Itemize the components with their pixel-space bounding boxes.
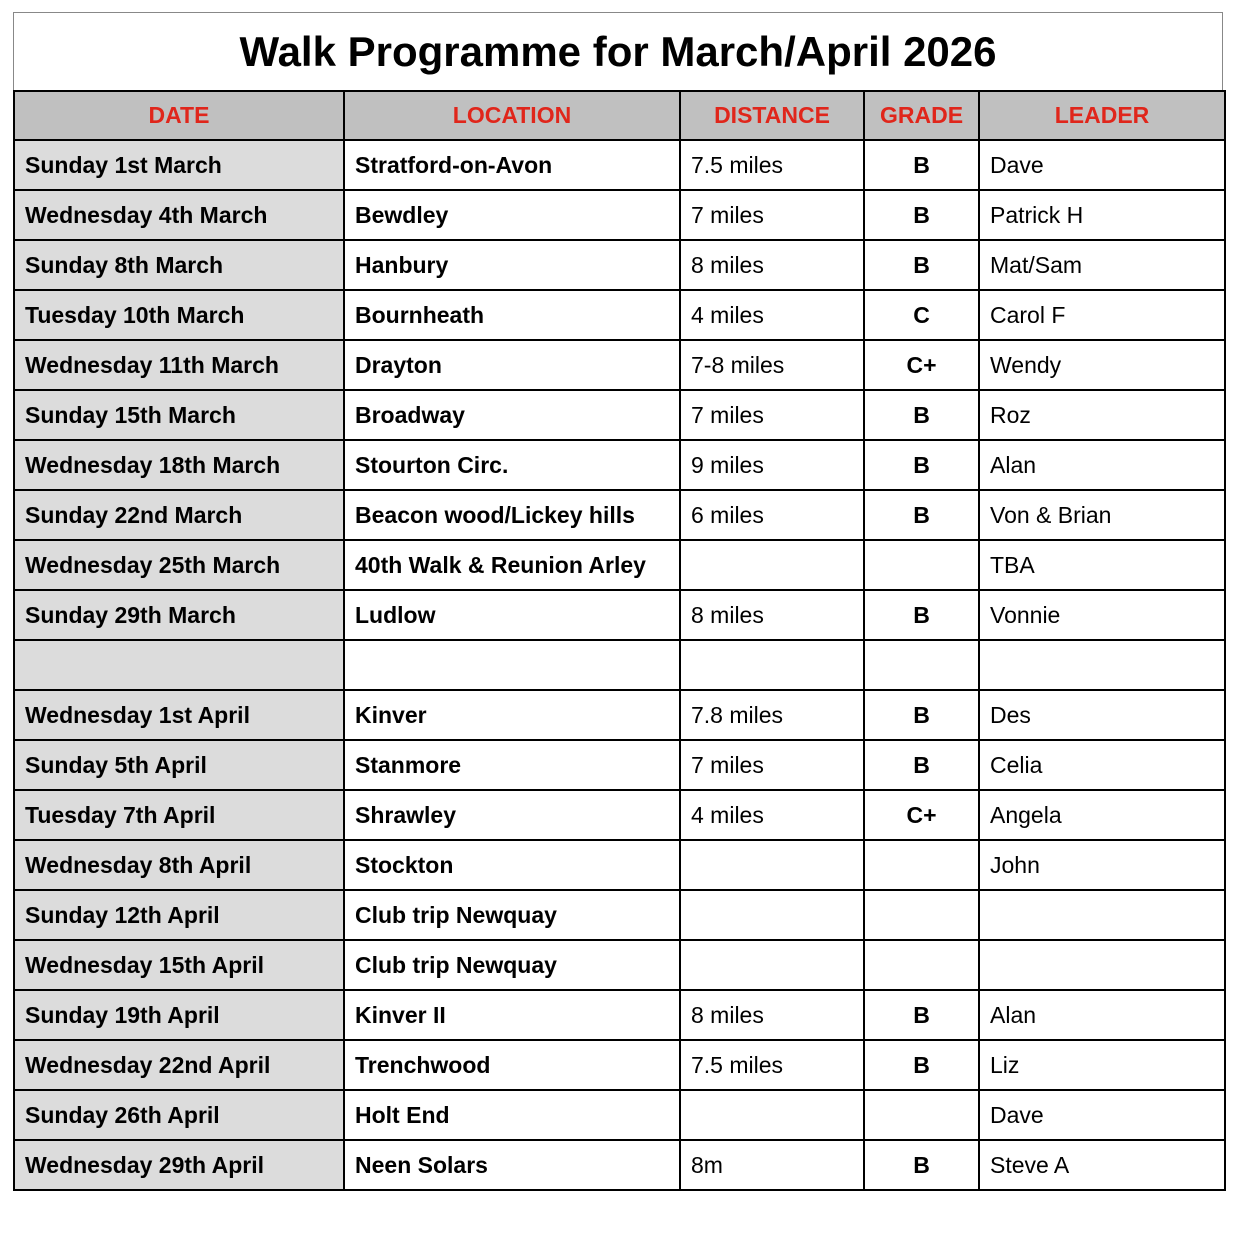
date-cell: Wednesday 15th April — [14, 940, 344, 990]
distance-cell: 8m — [680, 1140, 864, 1190]
header-grade: GRADE — [864, 91, 979, 140]
distance-cell — [680, 840, 864, 890]
leader-cell: Celia — [979, 740, 1225, 790]
location-cell: Stanmore — [344, 740, 680, 790]
leader-cell: Alan — [979, 990, 1225, 1040]
grade-cell: C+ — [864, 790, 979, 840]
table-row — [14, 490, 1225, 540]
location-cell: Kinver — [344, 690, 680, 740]
location-cell: Club trip Newquay — [344, 940, 680, 990]
date-cell: Sunday 15th March — [14, 390, 344, 440]
grade-cell: B — [864, 490, 979, 540]
location-cell: Hanbury — [344, 240, 680, 290]
date-cell: Sunday 29th March — [14, 590, 344, 640]
table-row — [14, 790, 1225, 840]
grade-cell: C+ — [864, 340, 979, 390]
distance-cell — [680, 640, 864, 690]
date-cell: Wednesday 8th April — [14, 840, 344, 890]
location-cell — [344, 640, 680, 690]
leader-cell — [979, 640, 1225, 690]
location-cell: 40th Walk & Reunion Arley — [344, 540, 680, 590]
distance-cell: 7.5 miles — [680, 140, 864, 190]
location-cell: Shrawley — [344, 790, 680, 840]
date-cell: Sunday 26th April — [14, 1090, 344, 1140]
leader-cell: TBA — [979, 540, 1225, 590]
distance-cell: 6 miles — [680, 490, 864, 540]
grade-cell: B — [864, 240, 979, 290]
grade-cell: B — [864, 690, 979, 740]
date-cell — [14, 640, 344, 690]
location-cell: Stratford-on-Avon — [344, 140, 680, 190]
page-title: Walk Programme for March/April 2026 — [13, 12, 1223, 90]
distance-cell: 7-8 miles — [680, 340, 864, 390]
walk-programme — [13, 12, 1223, 1191]
date-cell: Wednesday 22nd April — [14, 1040, 344, 1090]
leader-cell — [979, 940, 1225, 990]
date-cell: Wednesday 4th March — [14, 190, 344, 240]
table-row — [14, 1090, 1225, 1140]
grade-cell: B — [864, 140, 979, 190]
distance-cell — [680, 940, 864, 990]
leader-cell: John — [979, 840, 1225, 890]
date-cell: Tuesday 10th March — [14, 290, 344, 340]
table-row — [14, 540, 1225, 590]
grade-cell — [864, 1090, 979, 1140]
leader-cell: Steve A — [979, 1140, 1225, 1190]
grade-cell: B — [864, 590, 979, 640]
location-cell: Kinver II — [344, 990, 680, 1040]
grade-cell — [864, 840, 979, 890]
walk-table — [13, 90, 1226, 1191]
leader-cell: Von & Brian — [979, 490, 1225, 540]
table-row — [14, 940, 1225, 990]
grade-cell — [864, 890, 979, 940]
grade-cell: B — [864, 440, 979, 490]
distance-cell — [680, 540, 864, 590]
date-cell: Sunday 12th April — [14, 890, 344, 940]
grade-cell: B — [864, 390, 979, 440]
table-row — [14, 640, 1225, 690]
header-row — [14, 91, 1225, 140]
table-row — [14, 440, 1225, 490]
table-row — [14, 290, 1225, 340]
date-cell: Wednesday 1st April — [14, 690, 344, 740]
grade-cell: B — [864, 990, 979, 1040]
location-cell: Broadway — [344, 390, 680, 440]
distance-cell: 7.8 miles — [680, 690, 864, 740]
location-cell: Stourton Circ. — [344, 440, 680, 490]
date-cell: Tuesday 7th April — [14, 790, 344, 840]
leader-cell: Liz — [979, 1040, 1225, 1090]
leader-cell: Carol F — [979, 290, 1225, 340]
date-cell: Wednesday 29th April — [14, 1140, 344, 1190]
date-cell: Wednesday 25th March — [14, 540, 344, 590]
date-cell: Wednesday 11th March — [14, 340, 344, 390]
distance-cell: 8 miles — [680, 990, 864, 1040]
distance-cell — [680, 1090, 864, 1140]
header-leader: LEADER — [979, 91, 1225, 140]
location-cell: Bewdley — [344, 190, 680, 240]
leader-cell: Patrick H — [979, 190, 1225, 240]
date-cell: Sunday 22nd March — [14, 490, 344, 540]
leader-cell: Vonnie — [979, 590, 1225, 640]
location-cell: Trenchwood — [344, 1040, 680, 1090]
table-row — [14, 1140, 1225, 1190]
grade-cell: B — [864, 190, 979, 240]
leader-cell: Wendy — [979, 340, 1225, 390]
table-row — [14, 1040, 1225, 1090]
location-cell: Stockton — [344, 840, 680, 890]
leader-cell: Mat/Sam — [979, 240, 1225, 290]
leader-cell — [979, 890, 1225, 940]
date-cell: Sunday 5th April — [14, 740, 344, 790]
distance-cell: 4 miles — [680, 290, 864, 340]
distance-cell: 7 miles — [680, 190, 864, 240]
header-distance: DISTANCE — [680, 91, 864, 140]
location-cell: Holt End — [344, 1090, 680, 1140]
table-row — [14, 390, 1225, 440]
date-cell: Sunday 1st March — [14, 140, 344, 190]
location-cell: Bournheath — [344, 290, 680, 340]
grade-cell — [864, 640, 979, 690]
distance-cell: 7 miles — [680, 390, 864, 440]
leader-cell: Dave — [979, 1090, 1225, 1140]
table-row — [14, 240, 1225, 290]
grade-cell — [864, 540, 979, 590]
grade-cell: B — [864, 1040, 979, 1090]
distance-cell: 7 miles — [680, 740, 864, 790]
grade-cell: B — [864, 1140, 979, 1190]
table-row — [14, 840, 1225, 890]
table-row — [14, 740, 1225, 790]
leader-cell: Dave — [979, 140, 1225, 190]
header-location: LOCATION — [344, 91, 680, 140]
distance-cell — [680, 890, 864, 940]
leader-cell: Alan — [979, 440, 1225, 490]
table-row — [14, 590, 1225, 640]
distance-cell: 9 miles — [680, 440, 864, 490]
leader-cell: Des — [979, 690, 1225, 740]
distance-cell: 8 miles — [680, 240, 864, 290]
date-cell: Wednesday 18th March — [14, 440, 344, 490]
header-date: DATE — [14, 91, 344, 140]
leader-cell: Angela — [979, 790, 1225, 840]
leader-cell: Roz — [979, 390, 1225, 440]
grade-cell: B — [864, 740, 979, 790]
table-row — [14, 690, 1225, 740]
grade-cell: C — [864, 290, 979, 340]
table-row — [14, 340, 1225, 390]
location-cell: Drayton — [344, 340, 680, 390]
grade-cell — [864, 940, 979, 990]
location-cell: Ludlow — [344, 590, 680, 640]
location-cell: Beacon wood/Lickey hills — [344, 490, 680, 540]
distance-cell: 4 miles — [680, 790, 864, 840]
location-cell: Neen Solars — [344, 1140, 680, 1190]
location-cell: Club trip Newquay — [344, 890, 680, 940]
table-row — [14, 990, 1225, 1040]
distance-cell: 8 miles — [680, 590, 864, 640]
table-row — [14, 890, 1225, 940]
table-row — [14, 140, 1225, 190]
date-cell: Sunday 19th April — [14, 990, 344, 1040]
distance-cell: 7.5 miles — [680, 1040, 864, 1090]
table-row — [14, 190, 1225, 240]
date-cell: Sunday 8th March — [14, 240, 344, 290]
